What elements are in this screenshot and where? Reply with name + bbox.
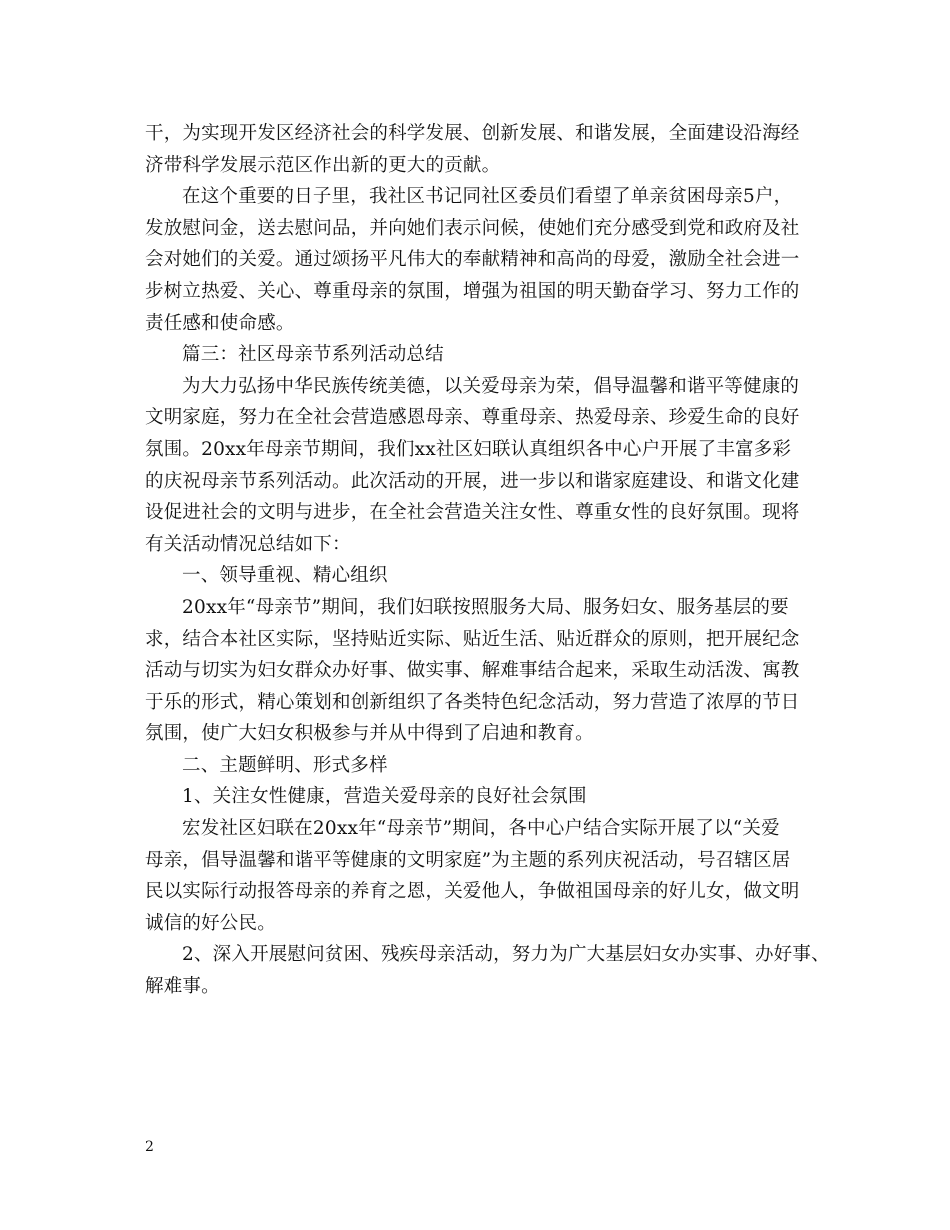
- text-line: 氛围。20xx年母亲节期间，我们xx社区妇联认真组织各中心户开展了丰富多彩: [145, 438, 792, 460]
- text-line: 民以实际行动报答母亲的养育之恩，关爱他人，争做祖国母亲的好儿女，做文明: [145, 881, 800, 903]
- text-line: 活动与切实为妇女群众办好事、做实事、解难事结合起来，采取生动活泼、寓教: [145, 660, 800, 682]
- text-line: 发放慰问金，送去慰问品，并向她们表示问候，使她们充分感受到党和政府及社: [145, 217, 800, 239]
- page-number: 2: [145, 1139, 154, 1155]
- text-line: 求，结合本社区实际，坚持贴近实际、贴近生活、贴近群众的原则，把开展纪念: [145, 628, 800, 650]
- text-line: 篇三：社区母亲节系列活动总结: [182, 344, 444, 366]
- text-line: 会对她们的关爱。通过颂扬平凡伟大的奉献精神和高尚的母爱，激励全社会进一: [145, 249, 800, 271]
- text-line: 干，为实现开发区经济社会的科学发展、创新发展、和谐发展，全面建设沿海经: [145, 123, 800, 144]
- text-line: 设促进社会的文明与进步，在全社会营造关注女性、尊重女性的良好氛围。现将: [145, 502, 800, 524]
- text-line: 氛围，使广大妇女积极参与并从中得到了启迪和教育。: [145, 723, 594, 745]
- text-line: 文明家庭，努力在全社会营造感恩母亲、尊重母亲、热爱母亲、珍爱生命的良好: [145, 407, 800, 429]
- text-line: 诚信的好公民。: [145, 912, 276, 934]
- text-line: 1、关注女性健康，营造关爱母亲的良好社会氛围: [182, 786, 587, 808]
- text-line: 20xx年“母亲节”期间，我们妇联按照服务大局、服务妇女、服务基层的要: [182, 596, 789, 618]
- text-line: 于乐的形式，精心策划和创新组织了各类特色纪念活动，努力营造了浓厚的节日: [145, 691, 800, 713]
- text-line: 一、领导重视、精心组织: [182, 565, 388, 587]
- text-line: 在这个重要的日子里，我社区书记同社区委员们看望了单亲贫困母亲5户，: [182, 186, 793, 208]
- text-line: 有关活动情况总结如下：: [145, 533, 351, 555]
- text-line: 步树立热爱、关心、尊重母亲的氛围，增强为祖国的明天勤奋学习、努力工作的: [145, 280, 800, 302]
- text-line: 二、主题鲜明、形式多样: [182, 754, 388, 776]
- text-line: 母亲，倡导温馨和谐平等健康的文明家庭”为主题的系列庆祝活动，号召辖区居: [145, 849, 791, 871]
- text-line: 的庆祝母亲节系列活动。此次活动的开展，进一步以和谐家庭建设、和谐文化建: [145, 470, 800, 492]
- text-line: 济带科学发展示范区作出新的更大的贡献。: [145, 154, 501, 176]
- text-line: 为大力弘扬中华民族传统美德，以关爱母亲为荣，倡导温馨和谐平等健康的: [182, 375, 800, 397]
- text-line: 2、深入开展慰问贫困、残疾母亲活动，努力为广大基层妇女办实事、办好事、: [182, 944, 830, 966]
- text-line: 解难事。: [145, 976, 220, 998]
- body-text: [145, 118, 830, 1003]
- text-line: 宏发社区妇联在20xx年“母亲节”期间，各中心户结合实际开展了以“关爱: [182, 818, 780, 840]
- text-line: 责任感和使命感。: [145, 312, 295, 334]
